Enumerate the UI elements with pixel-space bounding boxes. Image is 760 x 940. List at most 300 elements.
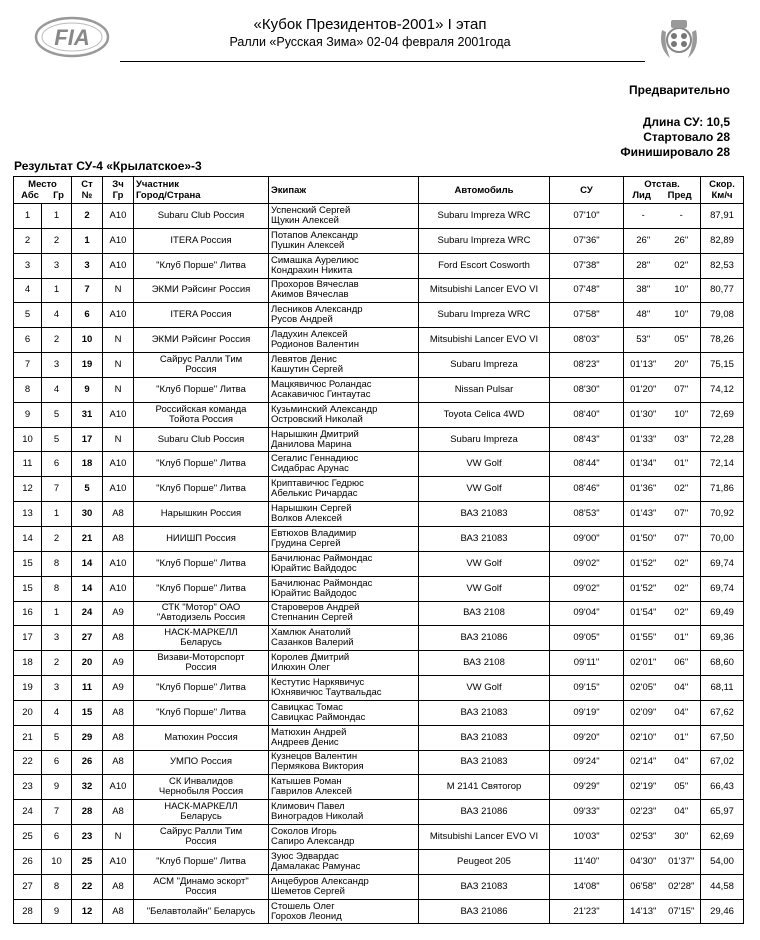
- cell-abs: 22: [14, 750, 42, 775]
- cell-speed: 69,74: [701, 576, 744, 601]
- cell-participant-line: "Клуб Порше" Литва: [156, 855, 246, 867]
- cell-su: 08'23": [550, 353, 624, 378]
- cell-start-number: 22: [72, 874, 103, 899]
- cell-lag-leader: 01'54": [624, 601, 663, 626]
- cell-abs: 20: [14, 700, 42, 725]
- cell-su: 09'00": [550, 526, 624, 551]
- status-label: Предварительно: [629, 83, 730, 97]
- cell-car: Subaru Impreza WRC: [419, 303, 550, 328]
- cell-class: A10: [103, 253, 134, 278]
- table-row: [14, 576, 744, 601]
- cell-speed: 82,89: [701, 228, 744, 253]
- cell-lag-leader: 53": [624, 328, 663, 353]
- cell-crew: [269, 601, 419, 626]
- cell-crew-line: Дамалакас Рамунас: [271, 860, 361, 872]
- cell-lag-prev: 02": [663, 551, 701, 576]
- cell-lag-leader: 02'09": [624, 700, 663, 725]
- table-row: [14, 551, 744, 576]
- fia-logo-text: FIA: [54, 25, 90, 50]
- col-no-label: №: [81, 190, 93, 201]
- cell-start-number: 20: [72, 651, 103, 676]
- cell-lag-leader: 01'20": [624, 377, 663, 402]
- cell-participant: [134, 676, 269, 701]
- cell-lag-prev: 20": [663, 353, 701, 378]
- cell-class: A10: [103, 452, 134, 477]
- cell-speed: 68,60: [701, 651, 744, 676]
- cell-participant: [134, 899, 269, 924]
- col-car: Автомобиль: [419, 177, 550, 204]
- cell-crew: [269, 626, 419, 651]
- cell-crew-line: Нарышкин Сергей: [271, 503, 352, 515]
- cell-class: A8: [103, 800, 134, 825]
- cell-participant-line: Сайрус Ралли Тим: [159, 826, 243, 838]
- cell-speed: 74,12: [701, 377, 744, 402]
- cell-participant-line: ITERA Россия: [170, 234, 232, 246]
- cell-participant-line: "Клуб Порше" Литва: [156, 259, 246, 271]
- cell-speed: 67,02: [701, 750, 744, 775]
- cell-participant-line: "Автодизель Россия: [156, 612, 246, 624]
- cell-start-number: 2: [72, 204, 103, 229]
- cell-participant: [134, 427, 269, 452]
- cell-participant-line: Беларусь: [180, 637, 222, 649]
- cell-participant: [134, 750, 269, 775]
- cell-lag-prev: 01": [663, 452, 701, 477]
- cell-start-number: 24: [72, 601, 103, 626]
- cell-participant-line: СТК "Мотор" ОАО: [161, 602, 241, 614]
- cell-crew-line: Горохов Леонид: [271, 910, 342, 922]
- cell-lag-prev: 05": [663, 328, 701, 353]
- cell-crew: [269, 204, 419, 229]
- table-row: [14, 377, 744, 402]
- cell-participant-line: Россия: [185, 662, 217, 674]
- cell-crew-line: Кондрахин Никита: [271, 264, 353, 276]
- cell-class: N: [103, 278, 134, 303]
- cell-abs: 15: [14, 576, 42, 601]
- table-row: [14, 353, 744, 378]
- cell-crew-line: Бачилюнас Раймондас: [271, 552, 373, 564]
- cell-su: 08'30": [550, 377, 624, 402]
- cell-crew-line: Климович Павел: [271, 801, 345, 813]
- cell-crew-line: Савицкас Раймондас: [271, 711, 366, 723]
- cell-speed: 87,91: [701, 204, 744, 229]
- cell-su: 09'19": [550, 700, 624, 725]
- cell-start-number: 15: [72, 700, 103, 725]
- cell-lag-prev: 26": [663, 228, 701, 253]
- col-crew: Экипаж: [269, 177, 419, 204]
- cell-group: 7: [42, 477, 72, 502]
- cell-group: 5: [42, 402, 72, 427]
- table-row: [14, 452, 744, 477]
- cell-crew-line: Гаврилов Алексей: [271, 786, 352, 798]
- cell-group: 1: [42, 278, 72, 303]
- cell-crew: [269, 502, 419, 527]
- col-participant-label: Участник: [136, 179, 179, 190]
- cell-crew: [269, 874, 419, 899]
- cell-speed: 67,62: [701, 700, 744, 725]
- cell-participant: [134, 576, 269, 601]
- cell-su: 09'02": [550, 576, 624, 601]
- cell-crew-line: Волков Алексей: [271, 513, 342, 525]
- cell-class: N: [103, 377, 134, 402]
- cell-lag-leader: -: [624, 204, 663, 229]
- cell-speed: 79,08: [701, 303, 744, 328]
- cell-class: A8: [103, 874, 134, 899]
- cell-car: ВАЗ 21086: [419, 899, 550, 924]
- cell-participant: [134, 253, 269, 278]
- cell-crew: [269, 775, 419, 800]
- cell-participant-line: ЭКМИ Рэйсинг Россия: [151, 284, 251, 296]
- cell-lag-leader: 01'52": [624, 576, 663, 601]
- cell-crew: [269, 676, 419, 701]
- cell-participant: [134, 551, 269, 576]
- cell-su: 08'44": [550, 452, 624, 477]
- cell-abs: 6: [14, 328, 42, 353]
- cell-crew-line: Андреев Денис: [271, 736, 339, 748]
- cell-start-number: 11: [72, 676, 103, 701]
- cell-car: ВАЗ 21086: [419, 800, 550, 825]
- cell-lag-prev: -: [663, 204, 701, 229]
- cell-abs: 8: [14, 377, 42, 402]
- cell-crew-line: Юрайтис Вайдодос: [271, 562, 357, 574]
- cell-group: 8: [42, 576, 72, 601]
- cell-crew: [269, 402, 419, 427]
- cell-su: 08'53": [550, 502, 624, 527]
- cell-crew-line: Пушкин Алексей: [271, 239, 345, 251]
- cell-abs: 24: [14, 800, 42, 825]
- cell-crew-line: Криптавичюс Гедрюс: [271, 478, 364, 490]
- cell-crew: [269, 377, 419, 402]
- cell-participant: [134, 377, 269, 402]
- cell-crew-line: Грудина Сергей: [271, 537, 341, 549]
- cell-crew-line: Бачилюнас Раймондас: [271, 577, 373, 589]
- table-row: [14, 278, 744, 303]
- cell-car: Mitsubishi Lancer EVO VI: [419, 328, 550, 353]
- cell-abs: 26: [14, 849, 42, 874]
- cell-start-number: 23: [72, 825, 103, 850]
- col-zch-gr-label: Гр: [112, 190, 124, 201]
- cell-group: 3: [42, 353, 72, 378]
- cell-group: 1: [42, 601, 72, 626]
- cell-lag-prev: 01": [663, 626, 701, 651]
- cell-participant-line: НАСК-МАРКЕЛЛ: [164, 627, 238, 639]
- cell-car: VW Golf: [419, 452, 550, 477]
- cell-crew: [269, 452, 419, 477]
- cell-participant-line: Матюхин Россия: [164, 731, 238, 743]
- cell-speed: 78,26: [701, 328, 744, 353]
- cell-crew: [269, 427, 419, 452]
- cell-class: A9: [103, 651, 134, 676]
- col-speed: [701, 177, 744, 204]
- cell-su: 07'36": [550, 228, 624, 253]
- cell-crew-line: Евтюхов Владимир: [271, 527, 357, 539]
- table-row: [14, 626, 744, 651]
- cell-speed: 72,14: [701, 452, 744, 477]
- cell-su: 09'15": [550, 676, 624, 701]
- cell-abs: 14: [14, 526, 42, 551]
- cell-abs: 27: [14, 874, 42, 899]
- cell-crew: [269, 303, 419, 328]
- cell-group: 5: [42, 725, 72, 750]
- cell-class: A8: [103, 700, 134, 725]
- cell-class: N: [103, 353, 134, 378]
- cell-speed: 65,97: [701, 800, 744, 825]
- cell-group: 2: [42, 526, 72, 551]
- cell-lag-leader: 48": [624, 303, 663, 328]
- cell-crew: [269, 477, 419, 502]
- emblem-logo: [654, 14, 704, 64]
- cell-lag-leader: 02'01": [624, 651, 663, 676]
- cell-participant: [134, 303, 269, 328]
- cell-abs: 15: [14, 551, 42, 576]
- cell-car: Mitsubishi Lancer EVO VI: [419, 278, 550, 303]
- cell-car: Subaru Impreza WRC: [419, 228, 550, 253]
- cell-group: 1: [42, 502, 72, 527]
- table-row: [14, 402, 744, 427]
- cell-class: N: [103, 825, 134, 850]
- cell-participant: [134, 278, 269, 303]
- cell-lag-prev: 05": [663, 775, 701, 800]
- cell-crew-line: Анцебуров Александр: [271, 875, 369, 887]
- table-row: [14, 228, 744, 253]
- cell-car: ВАЗ 21083: [419, 502, 550, 527]
- col-participant: [134, 177, 269, 204]
- cell-speed: 68,11: [701, 676, 744, 701]
- cell-lag-prev: 02": [663, 477, 701, 502]
- cell-crew-line: Левятов Денис: [271, 353, 337, 365]
- cell-crew-line: Староверов Андрей: [271, 602, 360, 614]
- cell-car: Nissan Pulsar: [419, 377, 550, 402]
- cell-crew: [269, 353, 419, 378]
- cell-class: A10: [103, 402, 134, 427]
- page-title: «Кубок Президентов-2001» I этап: [253, 16, 487, 33]
- col-speed-unit-label: Км/ч: [711, 190, 733, 201]
- cell-group: 4: [42, 303, 72, 328]
- cell-crew: [269, 849, 419, 874]
- cell-abs: 28: [14, 899, 42, 924]
- cell-su: 21'23": [550, 899, 624, 924]
- cell-speed: 54,00: [701, 849, 744, 874]
- table-row: [14, 775, 744, 800]
- cell-lag-leader: 01'52": [624, 551, 663, 576]
- cell-crew-line: Катышев Роман: [271, 776, 342, 788]
- cell-crew-line: Русов Андрей: [271, 314, 333, 326]
- cell-participant-line: Визави-Моторспорт: [157, 652, 245, 664]
- cell-crew: [269, 253, 419, 278]
- cell-su: 07'10": [550, 204, 624, 229]
- cell-speed: 70,00: [701, 526, 744, 551]
- cell-abs: 19: [14, 676, 42, 701]
- cell-su: 09'04": [550, 601, 624, 626]
- cell-start-number: 25: [72, 849, 103, 874]
- cell-lag-prev: 04": [663, 750, 701, 775]
- cell-participant-line: НАСК-МАРКЕЛЛ: [164, 801, 238, 813]
- cell-class: A9: [103, 676, 134, 701]
- cell-group: 2: [42, 228, 72, 253]
- table-row: [14, 800, 744, 825]
- started-count: Стартовало 28: [643, 130, 730, 144]
- cell-group: 7: [42, 800, 72, 825]
- cell-crew-line: Данилова Марина: [271, 438, 352, 450]
- cell-group: 6: [42, 825, 72, 850]
- cell-participant-line: УМПО Россия: [170, 756, 232, 768]
- cell-su: 11'40": [550, 849, 624, 874]
- cell-participant-line: Subaru Club Россия: [157, 433, 245, 445]
- cell-crew-line: Симашка Аурелиюс: [271, 254, 359, 266]
- cell-start-number: 5: [72, 477, 103, 502]
- cell-start-number: 14: [72, 551, 103, 576]
- cell-participant-line: Сайрус Ралли Тим: [159, 353, 243, 365]
- cell-participant: [134, 402, 269, 427]
- col-place-label: Место: [28, 179, 57, 190]
- cell-lag-leader: 38": [624, 278, 663, 303]
- fia-logo: [34, 16, 110, 58]
- cell-start-number: 7: [72, 278, 103, 303]
- cell-participant-line: Нарышкин Россия: [160, 508, 242, 520]
- cell-su: 09'33": [550, 800, 624, 825]
- cell-group: 9: [42, 899, 72, 924]
- col-zch-label: Зч: [112, 179, 124, 190]
- cell-speed: 66,43: [701, 775, 744, 800]
- cell-lag-leader: 02'05": [624, 676, 663, 701]
- cell-crew-line: Асакавичюс Гинтаутас: [271, 388, 371, 400]
- cell-car: VW Golf: [419, 576, 550, 601]
- cell-car: VW Golf: [419, 551, 550, 576]
- cell-crew-line: Кестутис Наркявичус: [271, 676, 365, 688]
- cell-start-number: 21: [72, 526, 103, 551]
- cell-class: A10: [103, 477, 134, 502]
- cell-car: Peugeot 205: [419, 849, 550, 874]
- table-row: [14, 651, 744, 676]
- cell-participant-line: "Клуб Порше" Литва: [156, 681, 246, 693]
- cell-participant: [134, 626, 269, 651]
- cell-lag-prev: 07'15": [663, 899, 701, 924]
- cell-crew: [269, 700, 419, 725]
- cell-crew-line: Шеметов Сергей: [271, 885, 345, 897]
- cell-abs: 4: [14, 278, 42, 303]
- cell-group: 5: [42, 427, 72, 452]
- cell-class: A8: [103, 725, 134, 750]
- cell-lag-leader: 01'36": [624, 477, 663, 502]
- cell-speed: 62,69: [701, 825, 744, 850]
- cell-class: A10: [103, 303, 134, 328]
- cell-group: 10: [42, 849, 72, 874]
- cell-crew-line: Хамлюк Анатолий: [271, 627, 351, 639]
- cell-crew-line: Прохоров Вячеслав: [271, 279, 359, 291]
- cell-su: 08'46": [550, 477, 624, 502]
- cell-participant-line: Российская команда: [155, 403, 247, 415]
- cell-lag-leader: 02'23": [624, 800, 663, 825]
- cell-crew: [269, 800, 419, 825]
- cell-crew-line: Лесников Александр: [271, 304, 363, 316]
- stage-title: Результат СУ-4 «Крылатское»-3: [14, 159, 202, 173]
- cell-lag-prev: 07": [663, 377, 701, 402]
- cell-lag-leader: 02'14": [624, 750, 663, 775]
- cell-group: 6: [42, 750, 72, 775]
- cell-class: A10: [103, 551, 134, 576]
- cell-lag-leader: 26": [624, 228, 663, 253]
- page-subtitle: Ралли «Русская Зима» 02-04 февраля 2001года: [229, 35, 511, 49]
- cell-crew: [269, 228, 419, 253]
- cell-start-number: 12: [72, 899, 103, 924]
- cell-crew-line: Абелькис Ричардас: [271, 488, 358, 500]
- cell-start-number: 26: [72, 750, 103, 775]
- cell-abs: 9: [14, 402, 42, 427]
- cell-start-number: 19: [72, 353, 103, 378]
- table-row: [14, 427, 744, 452]
- cell-crew-line: Степнанин Сергей: [271, 612, 353, 624]
- cell-abs: 11: [14, 452, 42, 477]
- cell-lag-prev: 02": [663, 576, 701, 601]
- cell-speed: 80,77: [701, 278, 744, 303]
- cell-crew-line: Юрайтис Вайдодос: [271, 587, 357, 599]
- cell-lag-prev: 10": [663, 402, 701, 427]
- cell-participant-line: Беларусь: [180, 811, 222, 823]
- cell-participant-line: "Клуб Порше" Литва: [156, 706, 246, 718]
- cell-start-number: 18: [72, 452, 103, 477]
- cell-speed: 69,36: [701, 626, 744, 651]
- cell-abs: 3: [14, 253, 42, 278]
- cell-participant-line: "Клуб Порше" Литва: [156, 582, 246, 594]
- cell-class: A10: [103, 576, 134, 601]
- cell-crew-line: Кашутин Сергей: [271, 363, 344, 375]
- table-row: [14, 303, 744, 328]
- cell-start-number: 10: [72, 328, 103, 353]
- cell-crew: [269, 825, 419, 850]
- results-table: [13, 176, 744, 924]
- cell-participant-line: Тойота Россия: [168, 413, 234, 425]
- cell-participant-line: Чернобыля Россия: [158, 786, 244, 798]
- cell-participant-line: "Клуб Порше" Литва: [156, 383, 246, 395]
- col-st-label: Ст: [81, 179, 93, 190]
- cell-group: 4: [42, 700, 72, 725]
- cell-class: A8: [103, 526, 134, 551]
- col-lag: [624, 177, 701, 204]
- cell-group: 6: [42, 452, 72, 477]
- cell-crew-line: Успенский Сергей: [271, 204, 351, 216]
- cell-crew-line: Стошель Олег: [271, 900, 335, 912]
- table-row: [14, 849, 744, 874]
- cell-start-number: 30: [72, 502, 103, 527]
- table-row: [14, 601, 744, 626]
- table-row: [14, 874, 744, 899]
- cell-participant-line: "Клуб Порше" Литва: [156, 483, 246, 495]
- col-lag-prev-label: Пред: [667, 190, 692, 201]
- cell-abs: 23: [14, 775, 42, 800]
- cell-abs: 21: [14, 725, 42, 750]
- cell-participant-line: ITERA Россия: [170, 309, 232, 321]
- cell-crew-line: Виноградов Николай: [271, 811, 364, 823]
- cell-class: A8: [103, 899, 134, 924]
- cell-participant-line: ЭКМИ Рэйсинг Россия: [151, 334, 251, 346]
- cell-participant: [134, 874, 269, 899]
- cell-su: 07'38": [550, 253, 624, 278]
- stage-length: Длина СУ: 10,5: [642, 115, 730, 129]
- col-class: [103, 177, 134, 204]
- cell-su: 08'40": [550, 402, 624, 427]
- cell-class: A10: [103, 228, 134, 253]
- cell-participant: [134, 825, 269, 850]
- cell-start-number: 9: [72, 377, 103, 402]
- table-row: [14, 204, 744, 229]
- cell-lag-leader: 02'10": [624, 725, 663, 750]
- col-speed-label: Скор.: [709, 179, 735, 190]
- cell-group: 2: [42, 651, 72, 676]
- cell-start-number: 31: [72, 402, 103, 427]
- cell-car: VW Golf: [419, 477, 550, 502]
- cell-lag-prev: 07": [663, 502, 701, 527]
- cell-speed: 75,15: [701, 353, 744, 378]
- cell-start-number: 27: [72, 626, 103, 651]
